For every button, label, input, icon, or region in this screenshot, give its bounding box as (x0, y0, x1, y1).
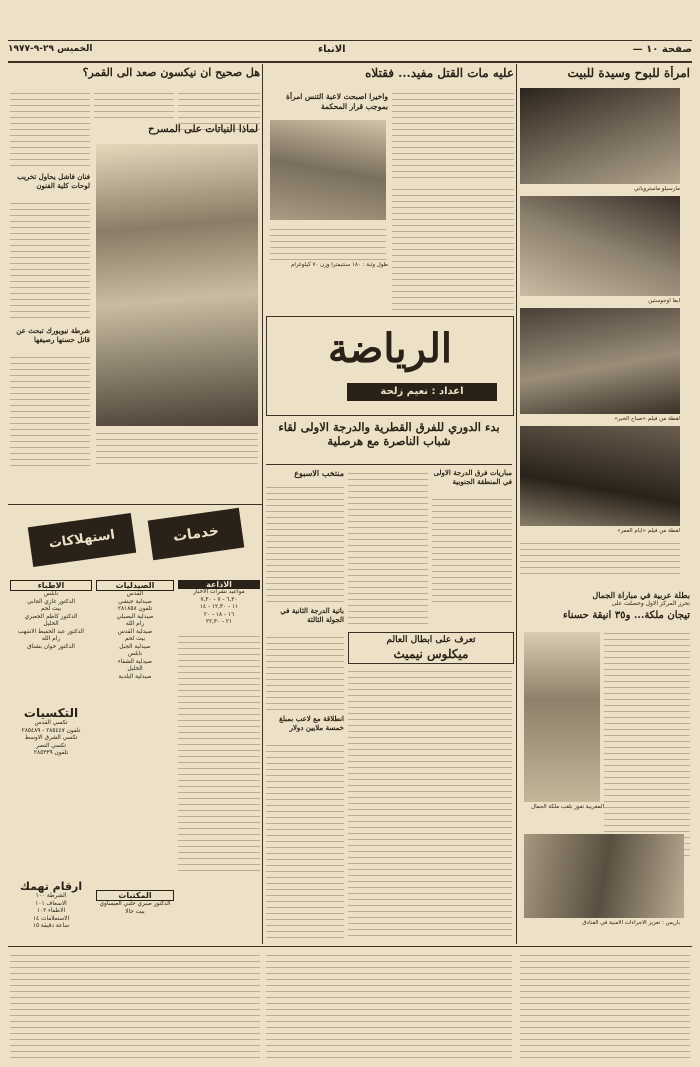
pharmacy-line: تلفون ٢٨١٨٥٨ (117, 606, 153, 612)
actress-cap-photo (96, 144, 258, 426)
doctors-line: رام الله (41, 636, 61, 642)
pharmacy-line: صيدلية الشفاء (117, 658, 153, 665)
radio-box (178, 580, 260, 940)
transfer-title: انطلاقة مع لاعب بمبلغ خمسة ملايين دولار (279, 714, 344, 732)
header-rule (8, 61, 692, 63)
second-division-text (266, 632, 344, 710)
champion-box (348, 632, 514, 664)
tennis-player-photo (270, 120, 386, 220)
contest-caption: المغربية تفوز بلقب ملكة الجمال (531, 804, 604, 810)
pharmacy-title: الصيدليات (96, 580, 174, 591)
artist-headline: فنان فاشل يحاول تخريب لوحات كلية الفنون (17, 172, 90, 190)
actor-caption: مارسيلو ماستروياني (634, 186, 680, 192)
doctors-line: بيت لحم (40, 606, 62, 612)
team-of-week-title: منتخب الاسبوع (294, 468, 344, 478)
pharmacy-line: صيدلية البلدية (118, 673, 152, 680)
radio-title: الاذاعة (178, 580, 260, 589)
actor-photo (520, 88, 680, 184)
pharmacy-box (96, 580, 174, 940)
libraries-line: الدكتور صبري حلبي العيساوي (99, 901, 171, 907)
sports-headline: بدء الدوري للفرق القطرية والدرجة الاولى لقاء شباب الناصرة مع هرصلية (278, 420, 500, 448)
contestants-photo (524, 834, 684, 918)
doctors-title: الاطباء (10, 580, 92, 591)
moon-text-3 (10, 88, 90, 168)
tennis-text (270, 224, 386, 260)
divider-mid (262, 64, 263, 944)
taxi-line: تكسي النصر (35, 742, 66, 749)
film-caption-1: لقطة من فيلم «صباح الخير» (614, 416, 680, 422)
numbers-title: ارقام تهمك (19, 880, 83, 893)
numbers-line: الاطفاء ١٠٢ (36, 908, 66, 914)
libraries-title: المكتبات (96, 890, 174, 901)
pharmacy-line: رام الله (125, 621, 145, 627)
pharmacy-line: صيدلية القدس (117, 628, 153, 635)
actress-caption: ايفا اوجوستين (648, 298, 680, 304)
hotel-caption: باريس : تعزيز الاجراءات الامنية في الفنادق (582, 920, 680, 926)
plants-headline: لماذا النباتات على المسرح (148, 124, 258, 135)
radio-schedule-text (178, 631, 260, 871)
plants-text (96, 428, 258, 468)
police-text (10, 352, 90, 468)
pharmacy-line: القدس (126, 591, 144, 597)
taxi-title: التكسيات (23, 706, 79, 720)
contest-text (604, 628, 690, 858)
libraries-box (96, 890, 174, 940)
tennis-headline: واخيرا اصبحت لاعبة التنس امرأة بموجب قرار المحكمة (286, 92, 388, 111)
issue-date: الخميس ٢٩-٩-١٩٧٧ (8, 44, 93, 54)
bottom-rule (8, 946, 692, 947)
sports-section-title: الرياضة (327, 325, 453, 372)
film-still-2 (520, 426, 680, 526)
champion-text (348, 666, 512, 940)
pharmacy-line: صيدلية جبشي (118, 598, 152, 605)
doctors-line: الخليل (43, 621, 59, 627)
top-rule (8, 40, 692, 41)
services-rule (8, 504, 262, 505)
police-headline: شرطة نيويورك تبحث عن قاتل حسنها رصيفها (16, 326, 90, 344)
contest-headline: تيجان ملكة... و٣٥ أنيقة حسناء (562, 610, 690, 621)
murder-text-2 (392, 184, 514, 314)
sports-banner (266, 316, 514, 416)
film-caption-2: لقطة من فيلم «ايام العمر» (617, 528, 680, 534)
doctors-line: الدكتور كاظم الجعبري (24, 613, 78, 620)
sports-rule (266, 464, 512, 465)
artist-text (10, 198, 90, 322)
consumption-banner: استهلاكات (28, 513, 137, 567)
radio-line: ١١ - ١٢,٣٠ - ١٤ (199, 604, 239, 610)
numbers-line: الشرطة ١٠٠ (35, 893, 67, 899)
transfer-text (266, 740, 344, 940)
tennis-caption: طول وثبة : ١٨٠ سنتيمترا وزن ٧٠ كيلوغرام (290, 262, 388, 268)
page-number: صفحة ١٠ — (632, 44, 692, 55)
radio-line: ١٦ - ١٨ - ٢٠ (203, 611, 235, 618)
taxi-line: تلفون ٢٨٥٣٣٩ (33, 750, 69, 756)
right-title: امرأة للبوح وسيدة للبيت (567, 66, 690, 80)
champion-kicker: تعرف على ابطال العالم (386, 635, 476, 645)
numbers-box (10, 880, 92, 940)
radio-line: ٢١ - ٢٢,٣٠ (205, 619, 233, 625)
beauty-queen-photo (524, 632, 600, 802)
taxi-box (10, 706, 92, 806)
left-title: هل صحيح ان نيكسون صعد الى القمر؟ (82, 66, 260, 79)
contest-title: بطلة عربية في مباراة الجمال (592, 590, 690, 600)
taxi-line: تلفون ٢٨٥٤٤٧ - ٢٨٥٤٨٩ (21, 727, 81, 734)
bottom-text-right (520, 950, 690, 1058)
pharmacy-line: نابلس (127, 651, 143, 657)
team-of-week-text (266, 482, 344, 602)
moon-text-2 (94, 88, 174, 118)
numbers-line: ساعة دقيقة ١٥ (32, 923, 70, 929)
doctors-line: الدكتور خوان بشناق (27, 643, 75, 650)
taxi-line: تكسي الشرق الاوسط (24, 735, 78, 741)
newspaper-name: الانباء (318, 44, 346, 55)
league-text-2 (432, 494, 512, 604)
doctors-line: الدكتور غازي الجابي (27, 598, 75, 605)
pharmacy-line: صيدلية الجبل (119, 643, 151, 650)
doctors-line: نابلس (43, 591, 59, 597)
bottom-text-left (10, 950, 260, 1058)
contest-subtitle: تحرز المركز الاول وحصلت على (611, 600, 690, 607)
bottom-text-mid (266, 950, 512, 1058)
murder-text (392, 88, 514, 180)
doctors-box (10, 580, 92, 700)
second-division-title: باتية الدرجة الثانية في الجولة الثالثة (280, 606, 344, 624)
south-league-title: مباريات فرق الدرجة الاولى في المنطقة الجنوبية (433, 468, 512, 486)
pharmacy-line: بيت لحم (124, 636, 146, 642)
pharmacy-line: الخليل (127, 666, 143, 672)
film-still-1 (520, 308, 680, 414)
radio-line: ٦,٣٠ - ٧ - ٧,٣٠ (200, 596, 238, 603)
doctors-line: الدكتور عبد الحفيظ الاشهب (18, 628, 84, 635)
champion-name: ميكلوس نيميث (393, 647, 469, 661)
mid-title: عليه مات القتل مفيد... فقتلاه (365, 66, 514, 80)
taxi-line: تكسي القدس (34, 720, 68, 726)
divider-right (516, 64, 517, 944)
numbers-line: الاسعاف ١٠١ (35, 900, 67, 907)
radio-line: مواعيد نشرات الاخبار (193, 589, 245, 595)
services-banner: خدمات (148, 508, 245, 560)
sports-editor: اعداد : نعيم زلحة (347, 383, 497, 401)
numbers-line: الاستعلامات ١٤ (32, 915, 70, 922)
film-text (520, 538, 680, 578)
page-header (8, 44, 692, 60)
actress-photo (520, 196, 680, 296)
libraries-line: بيت حالا (125, 908, 145, 915)
pharmacy-line: صيدلية البصيلي (116, 613, 154, 620)
league-text-1 (348, 468, 428, 628)
